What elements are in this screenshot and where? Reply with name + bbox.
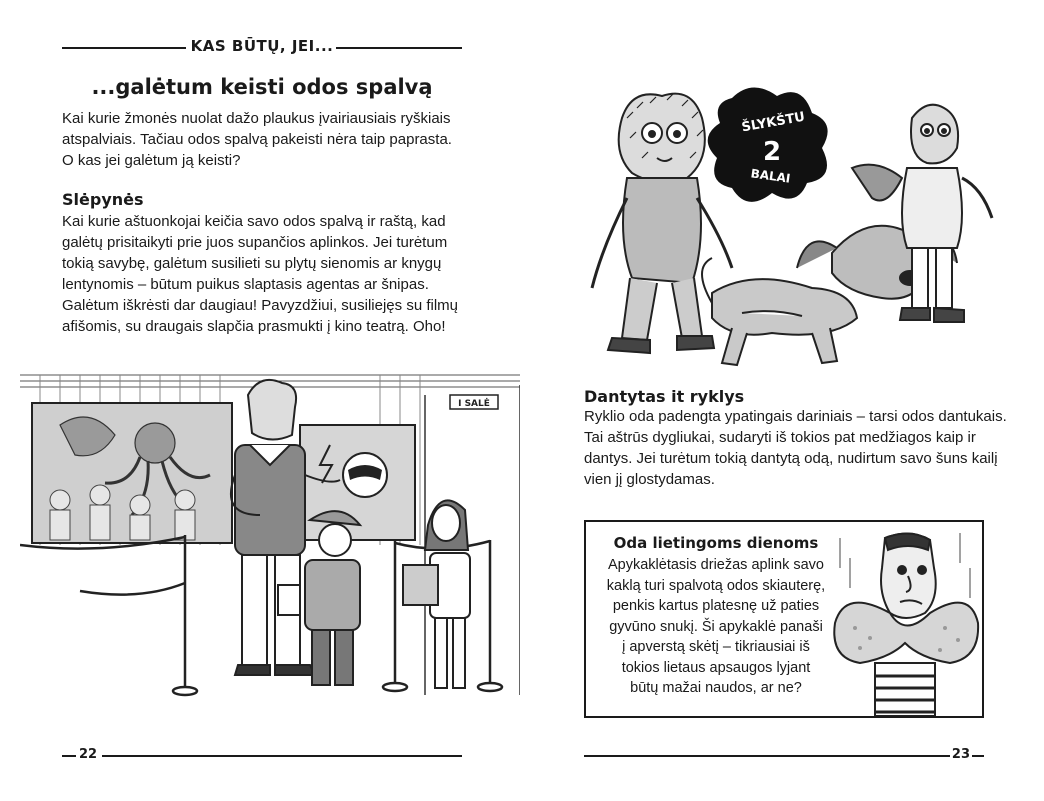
folio-rule	[584, 755, 950, 757]
sidebar-line: tokios lietaus apsaugos lyjant	[621, 659, 811, 676]
gross-rating-stamp	[708, 87, 828, 201]
sidebar-box	[584, 520, 984, 718]
right-page	[522, 0, 1044, 801]
paragraph-line: Ryklio oda padengta ypatingais dariniais – tarsi odos dantukais.	[584, 408, 1007, 425]
intro-line: O kas jei galėtum ją keisti?	[62, 152, 241, 169]
paragraph-line: dantys. Jei turėtum tokią dantytą odą, nudirtum savo šuns kailį	[584, 450, 998, 467]
intro-line: atspalviais. Tačiau odos spalvą pakeisti nėra taip paprasta.	[62, 131, 452, 148]
paragraph-line: Galėtum iškrėsti dar daugiau! Pavyzdžiui, susiliejęs su filmų	[62, 297, 458, 314]
folio-rule	[62, 755, 76, 757]
paragraph-line: galėtų prisitaikyti prie juos supančios aplinkos. Jei turėtum	[62, 234, 448, 251]
running-head-text: KAS BŪTŲ, JEI...	[190, 37, 334, 55]
section-title-shark: Dantytas it ryklys	[584, 387, 745, 406]
paragraph-line: lentynomis – būtum puikus slaptasis agentas ar šnipas.	[62, 276, 429, 293]
stamp-number: 2	[762, 137, 782, 167]
paragraph-line: Kai kurie aštuonkojai keičia savo odos spalvą ir raštą, kad	[62, 213, 446, 230]
sidebar-title: Oda lietingoms dienoms	[613, 534, 819, 552]
spiky-monsters-illustration	[572, 78, 1012, 378]
stamp-bottom-text: BALAI	[749, 166, 792, 186]
shark-paragraph	[584, 406, 1024, 490]
frilled-collar-man-illustration	[830, 528, 980, 716]
folio-right	[584, 746, 984, 766]
sidebar-line: būtų mažai naudos, ar ne?	[630, 680, 802, 696]
folio-left	[62, 746, 462, 766]
sidebar-line: į apverstą skėtį – tikriausiai iš	[622, 639, 810, 655]
paragraph-line: vien jį glostydamas.	[584, 471, 715, 488]
paragraph-line: tokią savybę, galėtum susilieti su plytų sienomis ar knygų	[62, 255, 442, 272]
running-head	[62, 36, 462, 56]
folio-rule	[972, 755, 984, 757]
sidebar-line: Apykaklėtasis driežas aplink savo	[608, 557, 824, 573]
page-number: 22	[79, 747, 98, 762]
paragraph-line: afišomis, su draugais slapčia prasmukti į kino teatrą. Oho!	[62, 318, 446, 335]
intro-paragraph	[62, 108, 502, 171]
hide-and-seek-paragraph	[62, 211, 502, 337]
stamp-top-text: ŠLYKŠTU	[740, 109, 807, 136]
chapter-title: ...galėtum keisti odos spalvą	[91, 75, 433, 99]
cinema-illustration	[20, 365, 520, 705]
folio-rule	[102, 755, 462, 757]
page-number: 23	[951, 747, 970, 762]
sidebar-paragraph	[598, 555, 834, 699]
sidebar-line: kaklą turi spalvotą odos skiauterę,	[606, 577, 826, 594]
intro-line: Kai kurie žmonės nuolat dažo plaukus įvairiausiais ryškiais	[62, 110, 451, 127]
sidebar-line: gyvūno snukį. Ši apykaklė panaši	[609, 618, 823, 635]
sidebar-line: penkis kartus platesnę už paties	[612, 598, 820, 614]
section-title-hide-and-seek: Slėpynės	[62, 190, 144, 209]
paragraph-line: Tai aštrūs dygliukai, sudaryti iš tokios pat medžiagos kaip ir	[584, 429, 976, 446]
cinema-sign-text: I SALĖ	[458, 399, 490, 409]
running-head-rule-right	[336, 47, 462, 49]
